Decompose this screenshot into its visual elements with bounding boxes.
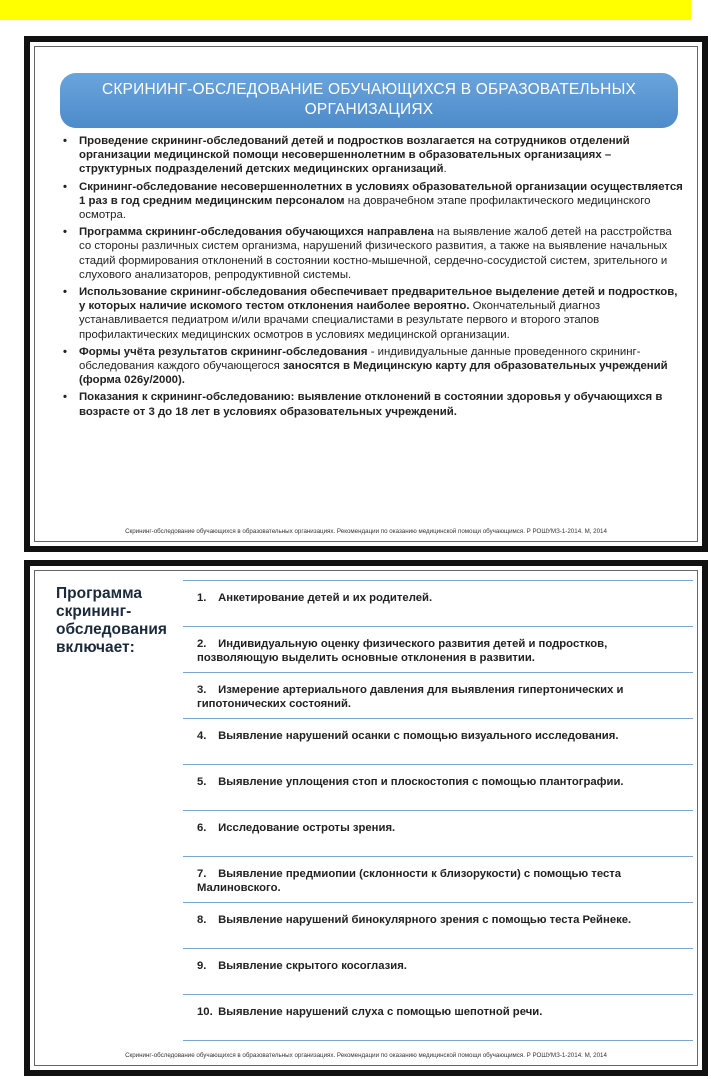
list-item: 3. Измерение артериального давления для выявления гипертонических и гипотонических состояний.	[183, 673, 693, 719]
slide-footnote: Скрининг-обследование обучающихся в образовательных организациях. Рекомендации по оказанию медицинской помощи обучающимся. Р РОШУМЗ-1-2014. М, 2014	[125, 528, 607, 535]
program-heading: Программа скрининг-обследования включает:	[56, 585, 167, 656]
list-item: 4. Выявление нарушений осанки с помощью визуального исследования.	[183, 719, 693, 765]
bullet-item: • Программа скрининг-обследования обучающихся направлена на выявление жалоб детей на расстройства со стороны различных систем организма, нарушений физического развития, а также на выявление начальных стадий формирования отклонений в состоянии костно-мышечной, сердечно-сосудистой систем, зрительного и слухового анализаторов, репродуктивной системы.	[63, 226, 672, 281]
program-list	[183, 580, 693, 1041]
bullet-item: • Проведение скрининг-обследований детей и подростков возлагается на сотрудников отделений организации медицинской помощи несовершеннолетним в образовательных организациях – структурных подразделений детских медицинских организаций.	[63, 135, 630, 176]
slide-2-content	[34, 570, 698, 1066]
slide-footnote: Скрининг-обследование обучающихся в образовательных организациях. Рекомендации по оказанию медицинской помощи обучающимся. Р РОШУМЗ-1-2014. М, 2014	[125, 1052, 607, 1059]
slide-1-content	[34, 46, 698, 542]
list-item: 5. Выявление уплощения стоп и плоскостопия с помощью плантографии.	[183, 765, 693, 811]
slide-title: СКРИНИНГ-ОБСЛЕДОВАНИЕ ОБУЧАЮЩИХСЯ В ОБРАЗОВАТЕЛЬНЫХ ОРГАНИЗАЦИЯХ	[60, 73, 678, 128]
list-item: 9. Выявление скрытого косоглазия.	[183, 949, 693, 995]
list-item: 8. Выявление нарушений бинокулярного зрения с помощью теста Рейнеке.	[183, 903, 693, 949]
list-item: 1. Анкетирование детей и их родителей.	[183, 580, 693, 627]
bullet-item: • Формы учёта результатов скрининг-обследования - индивидуальные данные проведенного скрининг-обследования каждого обучающегося заносятся в Медицинскую карту для образовательных учреждений (форма 026у/2000).	[63, 345, 668, 387]
bullet-item: • Показания к скрининг-обследованию: выявление отклонений в состоянии здоровья у обучающихся в возрасте от 3 до 18 лет в условиях образовательных учреждений.	[63, 391, 663, 418]
list-item: 2. Индивидуальную оценку физического развития детей и подростков, позволяющую выделить основные отклонения в развитии.	[183, 627, 693, 673]
list-item: 10. Выявление нарушений слуха с помощью шепотной речи.	[183, 995, 693, 1041]
bullet-item: • Использование скрининг-обследования обеспечивает предварительное выделение детей и подростков, у которых наличие искомого тестом отклонения наиболее вероятно. Окончательный диагноз устанавливается педиатром и/или врачами специалистами в результате первого и второго этапов профилактических медицинских осмотров в условиях медицинской организации.	[63, 286, 678, 341]
list-item: 6. Исследование остроты зрения.	[183, 811, 693, 857]
bullet-list	[59, 134, 685, 422]
slide-2	[24, 560, 708, 1076]
yellow-highlight-bar	[0, 0, 691, 20]
slide-1	[24, 36, 708, 552]
list-item: 7. Выявление предмиопии (склонности к близорукости) с помощью теста Малиновского.	[183, 857, 693, 903]
bullet-item: • Скрининг-обследование несовершеннолетних в условиях образовательной организации осуществляется 1 раз в год средним медицинским персоналом на доврачебном этапе профилактического медицинского осмотра.	[63, 180, 683, 222]
